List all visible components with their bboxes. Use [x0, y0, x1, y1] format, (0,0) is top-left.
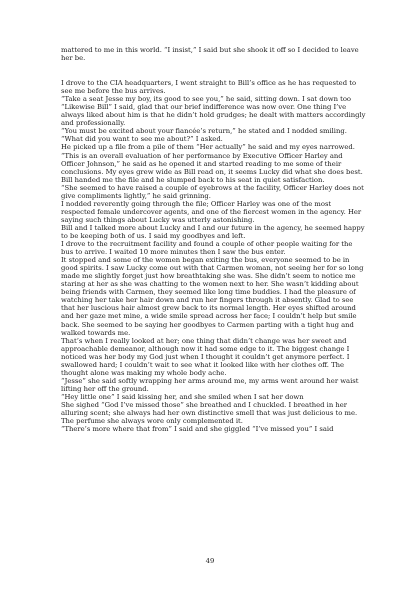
- paragraph: It stopped and some of the women began exiting the bus, everyone seemed to be in good spirits. I saw Lucky come out with that Carmen woman, not seeing her for so long made me slightly forget just how breathtaking she was. She didn’t seem to notice me staring at her as she was chatting to the women next to her. She wasn’t kidding about being friends with Carmen, they seemed like long time buddies. I had the pleasure of watching her take her hair down and run her fingers through it absently. Glad to see that her luscious hair almost grew back to its normal length. Her eyes shifted around and her gaze met mine, a wide smile spread across her face; I couldn’t help but smile back. She seemed to be saying her goodbyes to Carmen parting with a tight hug and walked towards me.: [61, 256, 364, 337]
- paragraph: I nodded reverently going through the file; Officer Harley was one of the most respected female undercover agents, and one of the fiercest women in the agency. Her saying such things about Lucky was utterly astonishing.: [61, 199, 362, 224]
- paragraph: She sighed “God I’ve missed those” she breathed and I chuckled. I breathed in her alluring scent; she always had her own distinctive smell that was just delicious to me. The perfume she always wore only complemented it.: [61, 400, 358, 426]
- page-number: 49: [205, 557, 215, 565]
- paragraph: “There’s more where that from” I said and she giggled “I’ve missed you” I said: [61, 425, 334, 434]
- paragraph: “Jesse” she said softly wrapping her arms around me, my arms went around her waist lifting her off the ground.: [61, 376, 359, 393]
- paragraph: He picked up a file from a pile of them “Her actually” he said and my eyes narrowed.: [61, 143, 355, 152]
- paragraph: That’s when I really looked at her; one thing that didn’t change was her sweet and approachable demeanor, although now it had some edge to it. The biggest change I noticed was her body my God just when I thought it couldn’t get anymore perfect. I swallowed hard; I couldn’t wait to see what it looked like with her clothes off. The thought alone was making my whole body ache.: [61, 336, 350, 377]
- paragraph: I drove to the recruitment facility and found a couple of other people waiting for the bus to arrive. I waited 10 more minutes then I saw the bus enter.: [61, 240, 353, 257]
- page-body: [61, 46, 366, 433]
- paragraph: “Take a seat Jesse my boy, its good to see you,” he said, sitting down. I sat down too “Likewise Bill” I said, glad that our brief indifference was now over. One thing I’ve always liked about him is that he didn’t hold grudges; he dealt with matters accordingly and professionally.: [61, 95, 366, 128]
- paragraph: “Hey little one” I said kissing her, and she smiled when I sat her down: [61, 392, 304, 401]
- paragraph: Bill and I talked more about Lucky and I and our future in the agency, he seemed happy to be keeping both of us. I said my goodbyes and left.: [61, 223, 365, 240]
- section-break: [61, 62, 366, 79]
- paragraph: “This is an overall evaluation of her performance by Executive Officer Harley and Officer Johnson,” he said as he opened it and started reading to me some of their conclusions. My eyes grew wide as Bill read on, it seems Lucky did what she does best. Bill handed me the file and he slumped back to his seat in quiet satisfaction.: [61, 151, 363, 184]
- paragraph: “You must be excited about your fiancée’s return,” he stated and I nodded smiling. “What did you want to see me about?” I asked.: [61, 127, 347, 144]
- paragraph: “She seemed to have raised a couple of eyebrows at the facility, Officer Harley does not give compliments lightly,” he said grinning.: [61, 183, 364, 200]
- paragraph: I drove to the CIA headquarters, I went straight to Bill’s office as he has requested to see me before the bus arrives.: [61, 79, 357, 96]
- opening-paragraph: mattered to me in this world. “I insist,” I said but she shook it off so I decided to leave her be.: [61, 46, 359, 63]
